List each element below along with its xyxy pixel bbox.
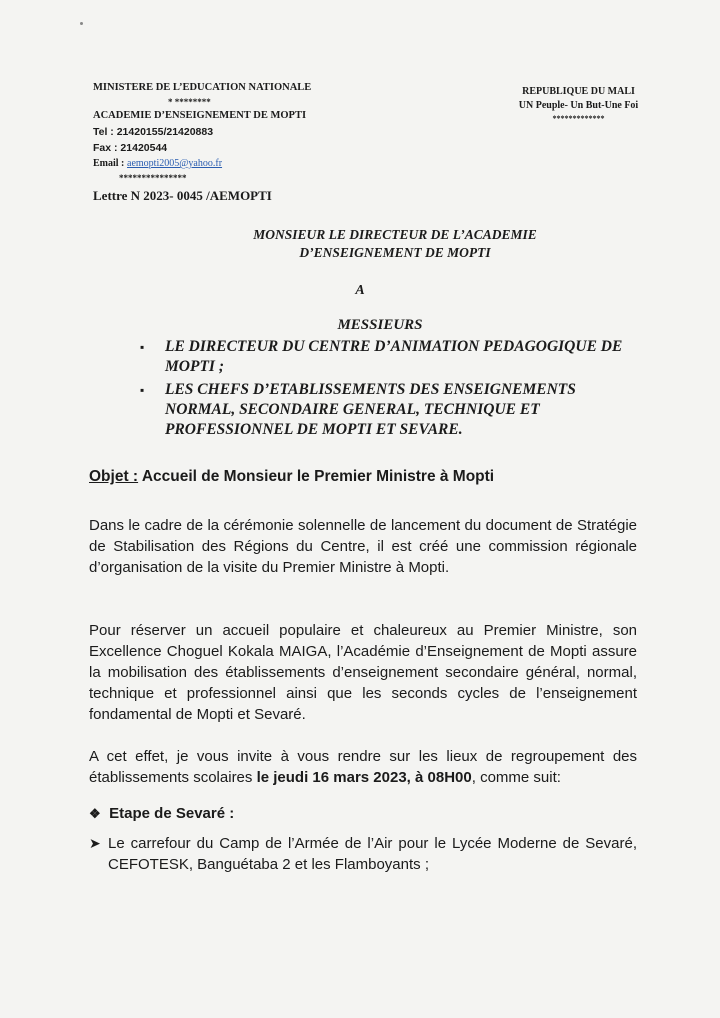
stage-title: Etape de Sevaré :	[109, 805, 235, 822]
paragraph-1: Dans le cadre de la cérémonie solennelle de lancement du document de Stratégie de Stabilisation des Régions du Centre, il est créé une commission régionale d’organisation de la visite du Premier Ministre à Mopti.	[89, 517, 637, 576]
sender-letterhead	[93, 80, 393, 184]
email-label: Email :	[93, 158, 125, 169]
to-marker: A	[355, 283, 365, 298]
stage-heading	[89, 805, 234, 822]
recipient-list	[140, 337, 640, 443]
academy-name: ACADEMIE D’ENSEIGNEMENT DE MOPTI	[93, 110, 307, 121]
square-bullet-icon: ▪	[140, 340, 145, 354]
diamond-bullet-icon: ❖	[89, 806, 101, 821]
subject-line	[89, 468, 494, 486]
recipient-text: LE DIRECTEUR DU CENTRE D’ANIMATION PEDAGOGIQUE DE MOPTI ;	[165, 338, 623, 375]
ministry-name: MINISTERE DE L’EDUCATION NATIONALE	[93, 82, 312, 93]
paragraph-3-end: , comme suit:	[471, 769, 561, 786]
paragraph-3-start: A cet effet, je vous invite à vous rendre sur les lieux de regroupement des établissements scolaires	[89, 748, 637, 786]
national-motto: UN Peuple- Un But-Une Foi	[518, 100, 639, 111]
sender-line-2: D’ENSEIGNEMENT DE MOPTI	[299, 245, 491, 260]
meeting-date: le jeudi 16 mars 2023, à 08H00	[256, 769, 472, 786]
square-bullet-icon: ▪	[140, 383, 145, 397]
list-item	[89, 833, 637, 875]
arrow-bullet-icon: ➤	[89, 835, 101, 851]
scan-speck	[80, 22, 83, 25]
letter-reference: Lettre N 2023- 0045 /AEMOPTI	[93, 188, 272, 203]
recipient-text: LES CHEFS D’ETABLISSEMENTS DES ENSEIGNEMENTS NORMAL, SECONDAIRE GENERAL, TECHNIQUE ET PROFESSIONNEL DE MOPTI ET SEVARE.	[165, 381, 576, 438]
sender-line-1: MONSIEUR LE DIRECTEUR DE L’ACADEMIE	[253, 227, 537, 242]
country-name: REPUBLIQUE DU MALI	[522, 86, 635, 97]
recipient-item	[140, 380, 640, 440]
fax: Fax : 21420544	[93, 142, 168, 154]
email-link[interactable]: aemopti2005@yahoo.fr	[127, 158, 223, 169]
recipient-item	[140, 337, 640, 377]
subject-text: Accueil de Monsieur le Premier Ministre à Mopti	[141, 468, 495, 485]
republic-header	[506, 85, 651, 124]
paragraph-3	[89, 746, 637, 788]
telephone: Tel : 21420155/21420883	[93, 126, 214, 138]
addressee-title: MESSIEURS	[337, 317, 423, 333]
separator-stars-right: *************	[552, 114, 605, 123]
paragraph-2: Pour réserver un accueil populaire et chaleureux au Premier Ministre, son Excellence Choguel Kokala MAIGA, l’Académie d’Enseignement de Mopti assure la mobilisation des établissements d’enseignement secondaire général, normal, technique et professionnel ainsi que les seconds cycles de l’enseignement fondamental de Mopti et Sevaré.	[89, 622, 637, 723]
list-item-text: Le carrefour du Camp de l’Armée de l’Air pour le Lycée Moderne de Sevaré, CEFOTESK, Banguétaba 2 et les Flamboyants ;	[108, 835, 637, 873]
sender-block	[200, 226, 590, 262]
subject-label: Objet :	[89, 468, 139, 485]
separator-stars-2: ***************	[119, 173, 187, 183]
email-line	[93, 156, 393, 172]
separator-stars: * ********	[168, 97, 211, 107]
